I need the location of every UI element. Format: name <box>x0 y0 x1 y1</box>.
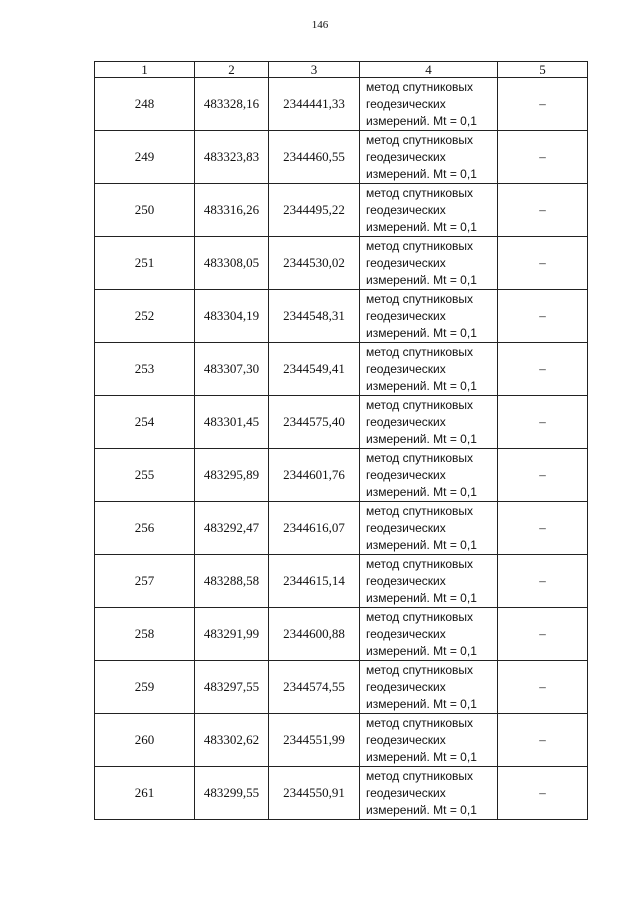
point-number-cell: 253 <box>95 343 195 396</box>
table-row <box>95 449 588 502</box>
method-cell <box>360 343 498 396</box>
table-row <box>95 555 588 608</box>
description-cell: – <box>498 555 588 608</box>
y-coordinate-cell: 2344601,76 <box>269 449 360 502</box>
table-row <box>95 290 588 343</box>
x-coordinate-cell: 483302,62 <box>195 714 269 767</box>
y-coordinate-cell: 2344575,40 <box>269 396 360 449</box>
table-row <box>95 78 588 131</box>
table-row <box>95 767 588 820</box>
y-coordinate-cell: 2344574,55 <box>269 661 360 714</box>
x-coordinate-cell: 483292,47 <box>195 502 269 555</box>
method-line-1: метод спутниковых <box>366 609 474 624</box>
x-coordinate-cell: 483307,30 <box>195 343 269 396</box>
y-coordinate-cell: 2344600,88 <box>269 608 360 661</box>
y-coordinate-cell: 2344495,22 <box>269 184 360 237</box>
method-cell <box>360 502 498 555</box>
point-number-cell: 251 <box>95 237 195 290</box>
method-line-3: измерений. Mt = 0,1 <box>366 749 477 764</box>
column-header-2: 2 <box>195 62 269 78</box>
method-cell <box>360 449 498 502</box>
y-coordinate-cell: 2344550,91 <box>269 767 360 820</box>
description-cell: – <box>498 237 588 290</box>
method-line-1: метод спутниковых <box>366 185 474 200</box>
method-line-1: метод спутниковых <box>366 79 474 94</box>
x-coordinate-cell: 483297,55 <box>195 661 269 714</box>
method-line-1: метод спутниковых <box>366 291 474 306</box>
method-cell <box>360 78 498 131</box>
point-number-cell: 255 <box>95 449 195 502</box>
method-line-1: метод спутниковых <box>366 662 474 677</box>
table-row <box>95 714 588 767</box>
x-coordinate-cell: 483288,58 <box>195 555 269 608</box>
method-line-1: метод спутниковых <box>366 450 474 465</box>
method-line-2: геодезических <box>366 414 446 429</box>
description-cell: – <box>498 343 588 396</box>
description-cell: – <box>498 502 588 555</box>
method-line-3: измерений. Mt = 0,1 <box>366 643 477 658</box>
method-cell <box>360 396 498 449</box>
method-line-2: геодезических <box>366 467 446 482</box>
method-line-3: измерений. Mt = 0,1 <box>366 272 477 287</box>
method-cell <box>360 555 498 608</box>
description-cell: – <box>498 131 588 184</box>
point-number-cell: 257 <box>95 555 195 608</box>
method-line-2: геодезических <box>366 626 446 641</box>
y-coordinate-cell: 2344441,33 <box>269 78 360 131</box>
y-coordinate-cell: 2344616,07 <box>269 502 360 555</box>
y-coordinate-cell: 2344530,02 <box>269 237 360 290</box>
description-cell: – <box>498 396 588 449</box>
method-cell <box>360 767 498 820</box>
point-number-cell: 261 <box>95 767 195 820</box>
method-line-3: измерений. Mt = 0,1 <box>366 325 477 340</box>
method-line-2: геодезических <box>366 255 446 270</box>
method-cell <box>360 131 498 184</box>
method-line-1: метод спутниковых <box>366 238 474 253</box>
x-coordinate-cell: 483304,19 <box>195 290 269 343</box>
coordinates-table <box>94 61 588 820</box>
method-cell <box>360 608 498 661</box>
method-line-2: геодезических <box>366 520 446 535</box>
method-line-2: геодезических <box>366 96 446 111</box>
method-line-1: метод спутниковых <box>366 715 474 730</box>
y-coordinate-cell: 2344551,99 <box>269 714 360 767</box>
method-cell <box>360 184 498 237</box>
method-line-3: измерений. Mt = 0,1 <box>366 537 477 552</box>
method-line-2: геодезических <box>366 573 446 588</box>
method-cell <box>360 661 498 714</box>
description-cell: – <box>498 449 588 502</box>
method-line-1: метод спутниковых <box>366 397 474 412</box>
point-number-cell: 256 <box>95 502 195 555</box>
method-line-3: измерений. Mt = 0,1 <box>366 590 477 605</box>
table-row <box>95 502 588 555</box>
point-number-cell: 248 <box>95 78 195 131</box>
method-line-1: метод спутниковых <box>366 344 474 359</box>
x-coordinate-cell: 483323,83 <box>195 131 269 184</box>
table-row <box>95 131 588 184</box>
description-cell: – <box>498 661 588 714</box>
table-row <box>95 343 588 396</box>
method-line-2: геодезических <box>366 785 446 800</box>
description-cell: – <box>498 767 588 820</box>
method-line-1: метод спутниковых <box>366 556 474 571</box>
method-line-2: геодезических <box>366 149 446 164</box>
method-line-2: геодезических <box>366 361 446 376</box>
y-coordinate-cell: 2344460,55 <box>269 131 360 184</box>
column-header-5: 5 <box>498 62 588 78</box>
x-coordinate-cell: 483316,26 <box>195 184 269 237</box>
method-line-3: измерений. Mt = 0,1 <box>366 802 477 817</box>
table-row <box>95 396 588 449</box>
method-line-2: геодезических <box>366 308 446 323</box>
method-line-3: измерений. Mt = 0,1 <box>366 484 477 499</box>
description-cell: – <box>498 714 588 767</box>
method-line-3: измерений. Mt = 0,1 <box>366 431 477 446</box>
description-cell: – <box>498 608 588 661</box>
point-number-cell: 260 <box>95 714 195 767</box>
method-line-3: измерений. Mt = 0,1 <box>366 696 477 711</box>
description-cell: – <box>498 78 588 131</box>
x-coordinate-cell: 483291,99 <box>195 608 269 661</box>
method-cell <box>360 237 498 290</box>
x-coordinate-cell: 483328,16 <box>195 78 269 131</box>
y-coordinate-cell: 2344548,31 <box>269 290 360 343</box>
method-line-1: метод спутниковых <box>366 503 474 518</box>
point-number-cell: 250 <box>95 184 195 237</box>
x-coordinate-cell: 483295,89 <box>195 449 269 502</box>
method-cell <box>360 290 498 343</box>
column-header-4: 4 <box>360 62 498 78</box>
x-coordinate-cell: 483299,55 <box>195 767 269 820</box>
point-number-cell: 249 <box>95 131 195 184</box>
method-line-3: измерений. Mt = 0,1 <box>366 166 477 181</box>
y-coordinate-cell: 2344549,41 <box>269 343 360 396</box>
method-line-2: геодезических <box>366 732 446 747</box>
page-number: 146 <box>311 19 329 31</box>
table-row <box>95 184 588 237</box>
method-line-2: геодезических <box>366 679 446 694</box>
method-cell <box>360 714 498 767</box>
point-number-cell: 252 <box>95 290 195 343</box>
table-row <box>95 608 588 661</box>
method-line-3: измерений. Mt = 0,1 <box>366 219 477 234</box>
point-number-cell: 254 <box>95 396 195 449</box>
description-cell: – <box>498 290 588 343</box>
y-coordinate-cell: 2344615,14 <box>269 555 360 608</box>
method-line-2: геодезических <box>366 202 446 217</box>
method-line-3: измерений. Mt = 0,1 <box>366 378 477 393</box>
table-header-row <box>95 62 588 78</box>
table-body <box>95 78 588 820</box>
method-line-3: измерений. Mt = 0,1 <box>366 113 477 128</box>
method-line-1: метод спутниковых <box>366 768 474 783</box>
table-row <box>95 237 588 290</box>
point-number-cell: 258 <box>95 608 195 661</box>
x-coordinate-cell: 483308,05 <box>195 237 269 290</box>
point-number-cell: 259 <box>95 661 195 714</box>
x-coordinate-cell: 483301,45 <box>195 396 269 449</box>
description-cell: – <box>498 184 588 237</box>
column-header-3: 3 <box>269 62 360 78</box>
method-line-1: метод спутниковых <box>366 132 474 147</box>
column-header-1: 1 <box>95 62 195 78</box>
table-row <box>95 661 588 714</box>
